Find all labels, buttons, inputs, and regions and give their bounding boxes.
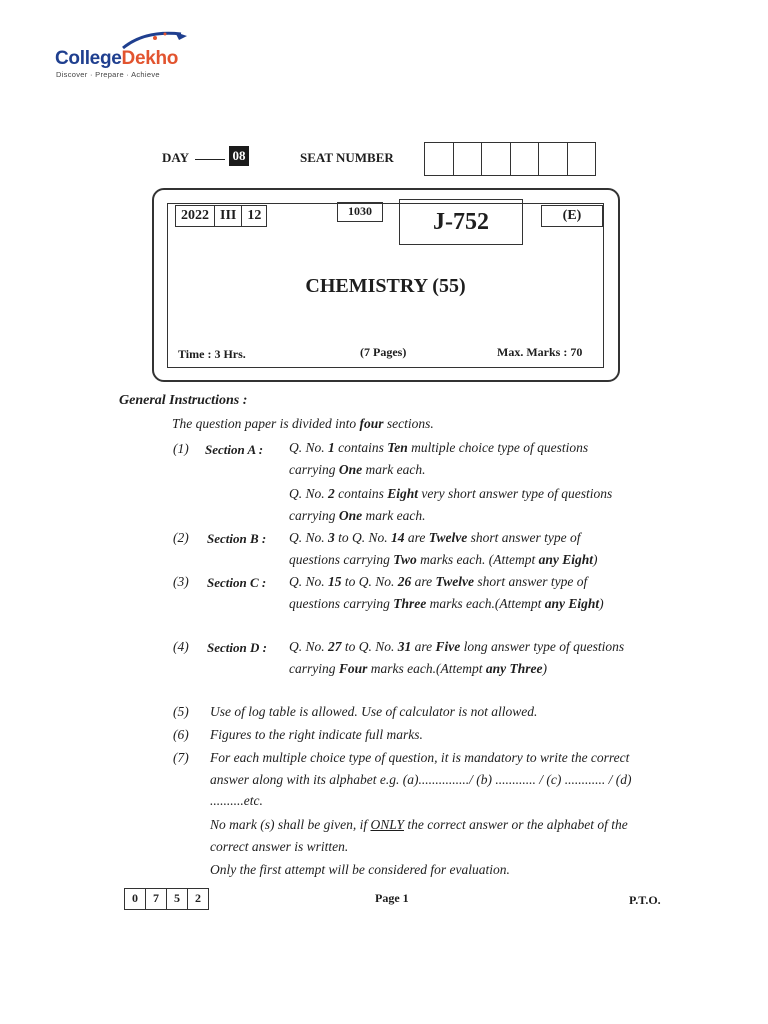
day-label: DAY <box>162 150 189 165</box>
exam-code-box <box>175 205 267 227</box>
code-digit: 2 <box>195 891 201 905</box>
seat-digit-box[interactable] <box>568 143 596 175</box>
collegedekho-logo <box>55 28 215 80</box>
instructions-heading: General Instructions : <box>119 393 248 408</box>
mcq-instruction: For each multiple choice type of question, it is mandatory to write the correct answer along with its alphabet e.g. (a).............../ (b) ............ / (c) ............ / (d) ..........etc. <box>210 750 632 808</box>
seat-number-boxes[interactable] <box>424 142 596 176</box>
seat-digit-box[interactable] <box>511 143 540 175</box>
section-d-label: Section D : <box>207 640 267 655</box>
section-a-text-1: Q. No. 1 contains Ten multiple choice type of questions carrying One mark each. <box>289 440 589 477</box>
item-number: (6) <box>173 727 189 742</box>
seat-digit-box[interactable] <box>454 143 483 175</box>
first-attempt-instruction: Only the first attempt will be considered for evaluation. <box>210 862 510 877</box>
seat-number-label: SEAT NUMBER <box>300 150 394 165</box>
exam-year: 2022 <box>176 206 215 226</box>
code-digit: 5 <box>167 889 188 909</box>
exam-number: 1030 <box>337 202 383 222</box>
section-d-text: Q. No. 27 to Q. No. 31 are Five long answer type of questions carrying Four marks each.(Attempt any Three) <box>289 639 625 676</box>
exam-month: III <box>215 206 242 226</box>
code-digit: 7 <box>146 889 167 909</box>
seat-digit-box[interactable] <box>482 143 511 175</box>
logo-wordmark: CollegeDekho <box>55 48 179 69</box>
item-number: (4) <box>173 639 189 654</box>
max-marks-label: Max. Marks : 70 <box>497 345 583 359</box>
exam-date: 12 <box>247 208 262 223</box>
day-dash <box>195 159 225 160</box>
item-number: (7) <box>173 750 189 765</box>
code-digit: 0 <box>125 889 146 909</box>
logo-tagline: Discover · Prepare · Achieve <box>56 70 160 79</box>
section-c-label: Section C : <box>207 575 267 590</box>
item-number: (5) <box>173 704 189 719</box>
figures-instruction: Figures to the right indicate full marks. <box>210 727 423 742</box>
seat-digit-box[interactable] <box>539 143 568 175</box>
section-b-label: Section B : <box>207 531 267 546</box>
item-number: (2) <box>173 530 189 545</box>
pages-label: (7 Pages) <box>360 345 407 359</box>
section-a-label: Section A : <box>205 442 264 457</box>
section-c-text: Q. No. 15 to Q. No. 26 are Twelve short answer type of questions carrying Three marks each.(Attempt any Eight) <box>289 574 604 611</box>
log-table-instruction: Use of log table is allowed. Use of calculator is not allowed. <box>210 704 538 719</box>
instructions-intro: The question paper is divided into four sections. <box>172 416 434 431</box>
subject-title: CHEMISTRY (55) <box>305 275 466 297</box>
item-number: (1) <box>173 441 189 456</box>
section-b-text: Q. No. 3 to Q. No. 14 are Twelve short answer type of questions carrying Two marks each. (Attempt any Eight) <box>289 530 598 567</box>
page-number: Page 1 <box>375 891 409 905</box>
item-number: (3) <box>173 574 189 589</box>
pto-label: P.T.O. <box>629 893 661 907</box>
day-value: 08 <box>229 146 249 166</box>
medium-label: (E) <box>541 205 603 227</box>
paper-code: J-752 <box>399 199 523 245</box>
paper-code-footer <box>124 888 209 910</box>
time-label: Time : 3 Hrs. <box>178 347 246 361</box>
no-marks-instruction: No mark (s) shall be given, if ONLY the correct answer or the alphabet of the correct answer is written. <box>210 817 628 854</box>
section-a-text-2: Q. No. 2 contains Eight very short answer type of questions carrying One mark each. <box>289 486 613 523</box>
seat-digit-box[interactable] <box>425 143 454 175</box>
